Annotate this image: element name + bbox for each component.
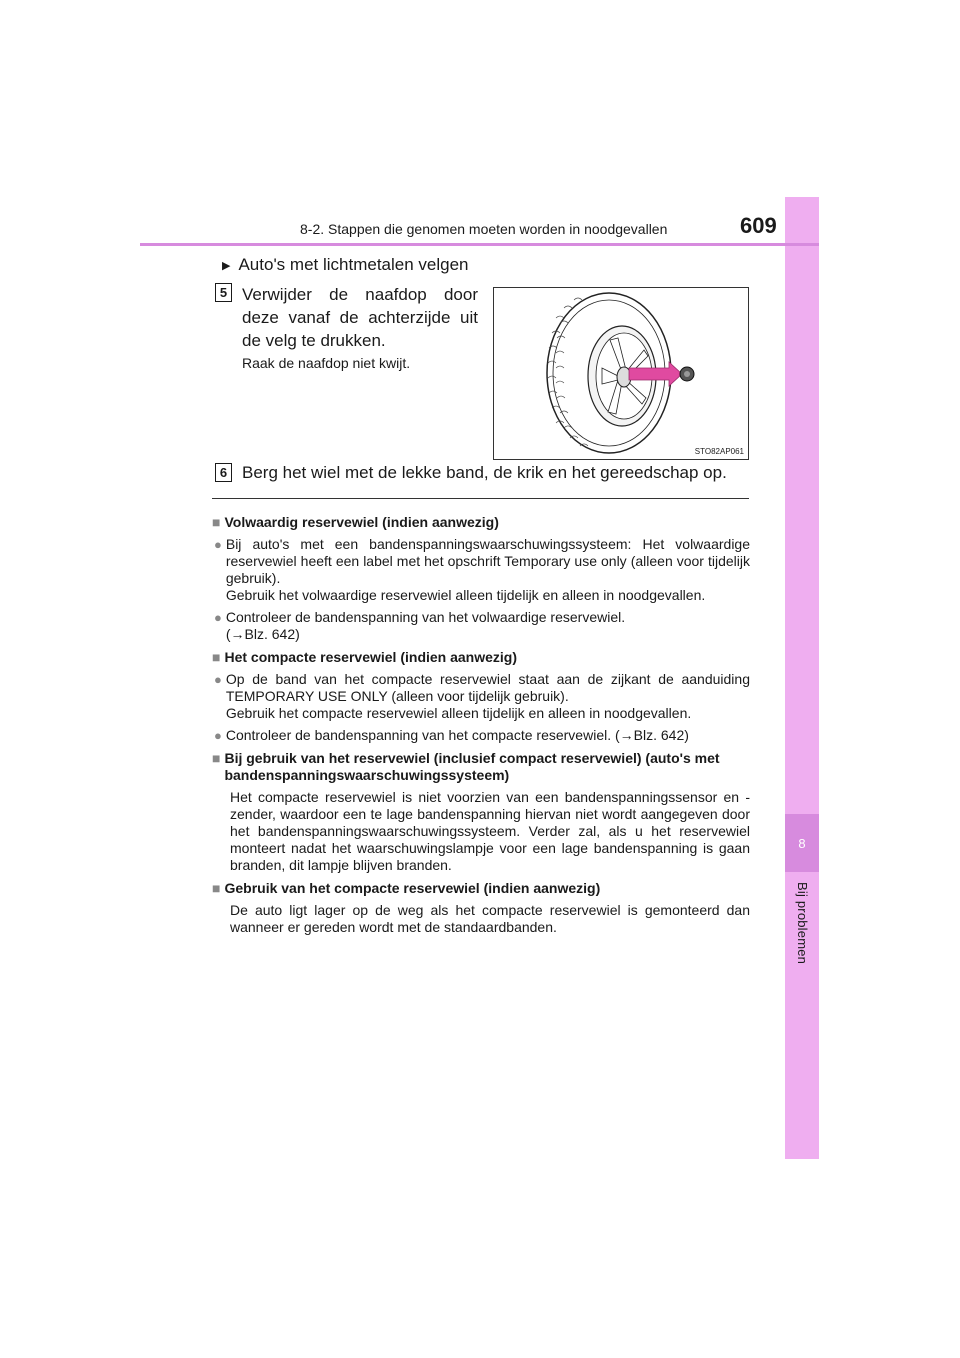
circle-bullet-icon: ●	[214, 537, 222, 552]
square-bullet-icon: ■	[212, 514, 221, 530]
chapter-label: Bij problemen	[795, 882, 810, 965]
subheading-text: Auto's met lichtmetalen velgen	[238, 255, 469, 274]
step-number-5: 5	[215, 283, 232, 302]
step-number-6: 6	[215, 463, 232, 482]
list-item: ● Controleer de bandenspanning van het volwaardige reservewiel. (→Blz. 642)	[214, 609, 626, 642]
square-bullet-icon: ■	[212, 750, 221, 766]
page-number: 609	[740, 213, 777, 238]
section-heading: ■ Het compacte reservewiel (indien aanwezig)	[212, 649, 518, 665]
subheading	[222, 255, 469, 275]
section-heading: ■ Bij gebruik van het reservewiel (inclusief compact reservewiel) (auto's met bandenspanningswaarschuwingssysteem)	[212, 750, 720, 783]
header-divider	[140, 243, 819, 246]
list-item: ● Op de band van het compacte reservewiel staat aan de zijkant de aanduiding TEMPORARY USE ONLY (alleen voor tijdelijk gebruik). Gebruik het compacte reservewiel alleen tijdelijk en alleen in noodgevallen.	[214, 671, 750, 721]
chapter-number-tab: 8	[785, 814, 819, 872]
section-paragraph: Het compacte reservewiel is niet voorzien van een bandenspanningssensor en -zender, waardoor een te lage bandenspanning hiervan niet wordt aangegeven door het bandenspanningswaarschuwingssysteem. Verder zal, als u het reservewiel monteert nadat het waarschuwingslampje voor een lage bandenspanning is gaan branden, dit lampje blijven branden.	[230, 789, 750, 873]
section-heading: ■ Gebruik van het compacte reservewiel (indien aanwezig)	[212, 880, 601, 896]
square-bullet-icon: ■	[212, 880, 221, 896]
circle-bullet-icon: ●	[214, 672, 222, 687]
triangle-bullet-icon: ▶	[222, 259, 231, 272]
circle-bullet-icon: ●	[214, 610, 222, 625]
circle-bullet-icon: ●	[214, 728, 222, 743]
figure-code: STO82AP061	[694, 447, 744, 456]
square-bullet-icon: ■	[212, 649, 221, 665]
notes-section	[212, 508, 750, 936]
list-item: ● Controleer de bandenspanning van het compacte reservewiel. (→Blz. 642)	[214, 727, 689, 743]
list-item: ● Bij auto's met een bandenspanningswaarschuwingssysteem: Het volwaardige reservewiel heeft een label met het opschrift Temporary use only (alleen voor tijdelijk gebruik). Gebruik het volwaardige reservewiel alleen tijdelijk en alleen in noodgevallen.	[214, 536, 750, 603]
wheel-hubcap-removal-icon	[494, 288, 750, 461]
step-6-text: Berg het wiel met de lekke band, de krik en het gereedschap op.	[242, 463, 727, 482]
section-paragraph: De auto ligt lager op de weg als het compacte reservewiel is gemonteerd dan wanneer er gereden wordt met de standaardbanden.	[230, 902, 750, 935]
step-5-text: Verwijder de naafdop door deze vanaf de achterzijde uit de velg te drukken.	[242, 285, 478, 350]
section-heading: ■ Volwaardig reservewiel (indien aanwezig)	[212, 514, 499, 530]
chapter-side-tab	[785, 197, 819, 1159]
step-5-note: Raak de naafdop niet kwijt.	[242, 355, 411, 371]
notes-divider	[212, 498, 749, 499]
wheel-illustration	[493, 287, 749, 460]
section-header-title: 8-2. Stappen die genomen moeten worden in noodgevallen	[300, 221, 668, 237]
